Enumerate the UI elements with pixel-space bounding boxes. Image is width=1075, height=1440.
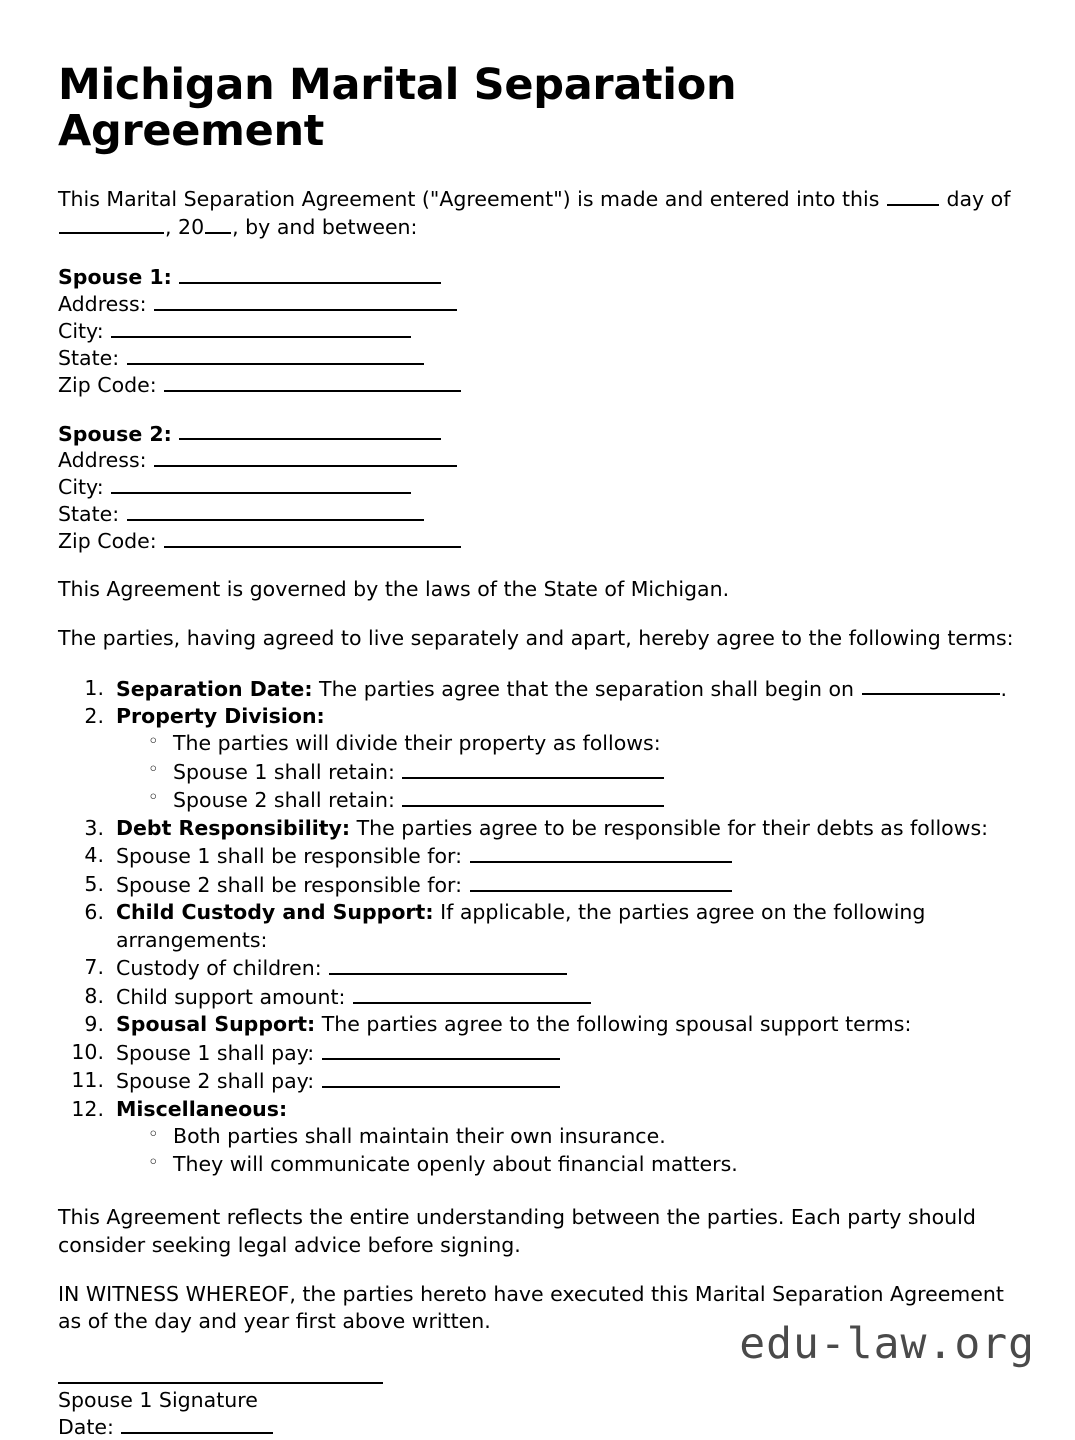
term-property-division	[58, 703, 1016, 815]
spouse-1-state-row	[58, 344, 1016, 371]
property-sub-1-text: The parties will divide their property as follows:	[173, 731, 661, 756]
spouse-1-pay-blank[interactable]	[322, 1039, 560, 1060]
spouse-2-address-label: Address:	[58, 448, 147, 473]
spouse-2-zip-row	[58, 527, 1016, 554]
property-sub-2-text: Spouse 1 shall retain:	[173, 759, 395, 784]
spouse-1-state-blank[interactable]	[127, 344, 424, 365]
spouse-1-address-label: Address:	[58, 291, 147, 316]
spouse-1-debt-blank[interactable]	[470, 842, 732, 863]
signature-date-blank[interactable]	[121, 1413, 273, 1434]
term-8-text: Child support amount:	[116, 984, 346, 1009]
intro-text-after-year: , by and between:	[232, 214, 418, 239]
spouse-1-name-blank[interactable]	[179, 263, 441, 284]
document-body	[58, 62, 1016, 1440]
spouse-2-zip-blank[interactable]	[164, 527, 461, 548]
spouse-1-city-blank[interactable]	[111, 317, 411, 338]
spouse-2-address-blank[interactable]	[154, 446, 457, 467]
term-4-text: Spouse 1 shall be responsible for:	[116, 844, 462, 869]
day-blank[interactable]	[887, 185, 939, 206]
term-spouse-1-debt	[58, 842, 1016, 870]
page-title: Michigan Marital Separation Agreement	[58, 60, 737, 157]
term-spouse-2-debt	[58, 871, 1016, 899]
spouse-2-name-blank[interactable]	[179, 420, 441, 441]
signature-label: Spouse 1 Signature	[58, 1388, 258, 1413]
intro-text-before-day: This Marital Separation Agreement ("Agreement") is made and entered into this	[58, 186, 880, 211]
spouse-2-heading: Spouse 2:	[58, 421, 172, 446]
list-item	[148, 1151, 1016, 1179]
terms-list	[58, 675, 1016, 1179]
spouse-2-zip-label: Zip Code:	[58, 528, 157, 553]
spouse-1-city-label: City:	[58, 318, 104, 343]
property-division-sublist	[116, 730, 1016, 814]
term-7-text: Custody of children:	[116, 956, 322, 981]
term-debt-responsibility	[58, 815, 1016, 843]
term-6-text: If applicable, the parties agree on the following arrangements:	[116, 900, 926, 952]
spouse-2-block	[58, 420, 1016, 554]
spouse-2-state-blank[interactable]	[127, 500, 424, 521]
child-support-amount-blank[interactable]	[353, 983, 591, 1004]
misc-sub-2-text: They will communicate openly about financial matters.	[173, 1151, 738, 1176]
spouse-1-city-row	[58, 317, 1016, 344]
spouse-2-retain-blank[interactable]	[402, 786, 664, 807]
term-spouse-1-pay	[58, 1039, 1016, 1067]
watermark: edu-law.org	[739, 1319, 1035, 1369]
list-item	[148, 1123, 1016, 1151]
spouse-2-name-row	[58, 420, 1016, 447]
term-spousal-support	[58, 1011, 1016, 1039]
month-blank[interactable]	[59, 213, 164, 234]
term-miscellaneous	[58, 1096, 1016, 1179]
miscellaneous-sublist	[116, 1123, 1016, 1178]
term-3-text: The parties agree to be responsible for their debts as follows:	[356, 815, 989, 840]
spouse-2-state-row	[58, 500, 1016, 527]
intro-paragraph	[58, 185, 1016, 241]
term-9-label: Spousal Support:	[116, 1012, 316, 1037]
term-1-text: The parties agree that the separation shall begin on	[319, 676, 854, 701]
spouse-1-address-row	[58, 290, 1016, 317]
witness-paragraph: IN WITNESS WHEREOF, the parties hereto have executed this Marital Separation Agreement as of the day and year first above written.	[58, 1281, 1004, 1334]
term-5-text: Spouse 2 shall be responsible for:	[116, 872, 462, 897]
misc-sub-1-text: Both parties shall maintain their own insurance.	[173, 1124, 666, 1149]
term-11-text: Spouse 2 shall pay:	[116, 1069, 315, 1094]
signature-date-row	[58, 1413, 1016, 1440]
spouse-1-heading: Spouse 1:	[58, 264, 172, 289]
preamble-paragraph: The parties, having agreed to live separately and apart, hereby agree to the following terms:	[58, 626, 1014, 651]
spouse-2-pay-blank[interactable]	[322, 1067, 560, 1088]
spouse-1-address-blank[interactable]	[154, 290, 457, 311]
spouse-1-block	[58, 263, 1016, 397]
custody-of-children-blank[interactable]	[329, 954, 567, 975]
term-1-trailing: .	[1000, 676, 1008, 701]
term-child-custody-support	[58, 899, 1016, 954]
spouse-1-retain-blank[interactable]	[402, 758, 664, 779]
term-3-label: Debt Responsibility:	[116, 815, 351, 840]
spouse-2-debt-blank[interactable]	[470, 871, 732, 892]
spouse-1-zip-row	[58, 371, 1016, 398]
list-item	[148, 786, 1016, 814]
governing-law-paragraph: This Agreement is governed by the laws of the State of Michigan.	[58, 577, 730, 601]
spouse-2-city-row	[58, 473, 1016, 500]
year-blank[interactable]	[205, 213, 231, 234]
spouse-1-zip-label: Zip Code:	[58, 372, 157, 397]
intro-year-prefix: , 20	[165, 214, 205, 239]
signature-block	[58, 1381, 1016, 1440]
term-10-text: Spouse 1 shall pay:	[116, 1040, 315, 1065]
date-label: Date:	[58, 1415, 114, 1440]
term-custody-of-children	[58, 954, 1016, 982]
separation-date-blank[interactable]	[862, 675, 1000, 696]
term-separation-date	[58, 675, 1016, 703]
spouse-1-zip-blank[interactable]	[164, 371, 461, 392]
term-spouse-2-pay	[58, 1067, 1016, 1095]
term-12-label: Miscellaneous:	[116, 1096, 288, 1121]
list-item	[148, 758, 1016, 786]
intro-text-after-day: day of	[946, 186, 1011, 211]
spouse-1-name-row	[58, 263, 1016, 290]
closing-paragraph: This Agreement reflects the entire understanding between the parties. Each party should consider seeking legal advice before signing.	[58, 1205, 976, 1257]
spouse-2-city-blank[interactable]	[111, 473, 411, 494]
signature-line[interactable]	[58, 1381, 383, 1384]
term-1-label: Separation Date:	[116, 676, 313, 701]
term-2-label: Property Division:	[116, 703, 325, 728]
spouse-2-state-label: State:	[58, 502, 120, 527]
term-9-text: The parties agree to the following spousal support terms:	[321, 1012, 912, 1037]
spouse-2-city-label: City:	[58, 475, 104, 500]
term-6-label: Child Custody and Support:	[116, 900, 434, 925]
spouse-1-state-label: State:	[58, 345, 120, 370]
property-sub-3-text: Spouse 2 shall retain:	[173, 788, 395, 813]
term-child-support-amount	[58, 983, 1016, 1011]
list-item	[148, 730, 1016, 758]
spouse-2-address-row	[58, 446, 1016, 473]
